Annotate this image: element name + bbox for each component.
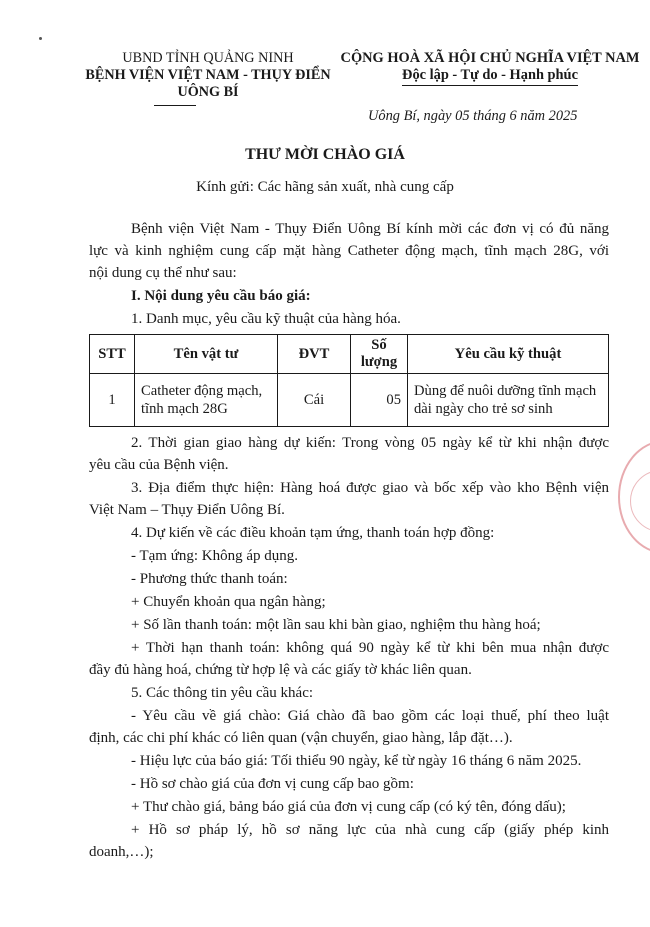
cell-req-line1: Dùng để nuôi dưỡng tĩnh mạch	[414, 383, 597, 399]
item-4-term-line-2: đầy đủ hàng hoá, chứng từ hợp lệ và các giấy tờ khác liên quan.	[89, 662, 472, 678]
item-1: 1. Danh mục, yêu cầu kỹ thuật của hàng hóa.	[131, 311, 401, 327]
issuer-name: BỆNH VIỆN VIỆT NAM - THỤY ĐIỂN	[85, 67, 331, 83]
col-qty-line2: lượng	[360, 354, 398, 370]
item-5-legal-line-2: doanh,…);	[89, 844, 154, 860]
document-title: THƯ MỜI CHÀO GIÁ	[245, 146, 405, 163]
cell-name	[135, 374, 278, 427]
table-header-row	[90, 335, 609, 374]
item-2-line-1: 2. Thời gian giao hàng dự kiến: Trong vòng 05 ngày kể từ khi nhận được	[131, 435, 609, 451]
item-4: 4. Dự kiến về các điều khoản tạm ứng, thanh toán hợp đồng:	[131, 525, 495, 541]
item-4-method: - Phương thức thanh toán:	[131, 571, 288, 587]
country-name: CỘNG HOÀ XÃ HỘI CHỦ NGHĨA VIỆT NAM	[340, 50, 640, 66]
col-name: Tên vật tư	[135, 335, 278, 374]
issuer-block	[78, 50, 338, 101]
intro-line-2: lực và kinh nghiệm cung cấp mặt hàng Catheter động mạch, tĩnh mạch 28G, với	[89, 243, 609, 259]
item-5-validity: - Hiệu lực của báo giá: Tối thiểu 90 ngày, kể từ ngày 16 tháng 6 năm 2025.	[131, 753, 582, 769]
item-5-quote-letter: + Thư chào giá, bảng báo giá của đơn vị cung cấp (có ký tên, đóng dấu);	[131, 799, 566, 815]
item-4-term-line-1: + Thời hạn thanh toán: không quá 90 ngày kể từ khi bên mua nhận được	[131, 640, 609, 656]
recipient-line: Kính gửi: Các hãng sản xuất, nhà cung cấp	[196, 179, 454, 195]
goods-table	[89, 334, 609, 427]
intro-line-1: Bệnh viện Việt Nam - Thụy Điển Uông Bí kính mời các đơn vị có đủ năng	[131, 221, 609, 237]
cell-qty: 05	[351, 374, 408, 427]
document-date: Uông Bí, ngày 05 tháng 6 năm 2025	[368, 108, 578, 124]
col-req: Yêu cầu kỹ thuật	[408, 335, 609, 374]
cell-stt: 1	[90, 374, 135, 427]
col-stt: STT	[90, 335, 135, 374]
item-4-advance: - Tạm ứng: Không áp dụng.	[131, 548, 298, 564]
section-heading: I. Nội dung yêu cầu báo giá:	[131, 288, 311, 304]
cell-name-line2: tĩnh mạch 28G	[141, 401, 228, 417]
national-motto: Độc lập - Tự do - Hạnh phúc	[402, 67, 578, 86]
col-unit: ĐVT	[278, 335, 351, 374]
item-3-line-2: Việt Nam – Thụy Điển Uông Bí.	[89, 502, 285, 518]
cell-req-line2: dài ngày cho trẻ sơ sinh	[414, 401, 553, 417]
scan-speck	[39, 37, 42, 40]
item-5-dossier: - Hồ sơ chào giá của đơn vị cung cấp bao gồm:	[131, 776, 414, 792]
item-5: 5. Các thông tin yêu cầu khác:	[131, 685, 314, 701]
national-heading	[340, 50, 640, 86]
item-4-transfer: + Chuyển khoản qua ngân hàng;	[131, 594, 326, 610]
table-row	[90, 374, 609, 427]
item-2-line-2: yêu cầu của Bệnh viện.	[89, 457, 229, 473]
cell-unit: Cái	[278, 374, 351, 427]
cell-name-line1: Catheter động mạch,	[141, 383, 263, 399]
item-5-price-line-2: định, các chi phí khác có liên quan (vận chuyển, giao hàng, lắp đặt…).	[89, 730, 513, 746]
item-4-installments: + Số lần thanh toán: một lần sau khi bàn giao, nghiệm thu hàng hoá;	[131, 617, 541, 633]
item-5-legal-line-1: + Hồ sơ pháp lý, hồ sơ năng lực của nhà cung cấp (giấy phép kinh	[131, 822, 609, 838]
col-qty	[351, 335, 408, 374]
col-qty-line1: Số	[371, 337, 387, 353]
issuer-parent: UBND TỈNH QUẢNG NINH	[122, 50, 294, 66]
item-5-price-line-1: - Yêu cầu về giá chào: Giá chào đã bao gồm các loại thuế, phí theo luật	[131, 708, 609, 724]
issuer-underline	[154, 105, 196, 106]
cell-req	[408, 374, 609, 427]
issuer-name-cont: UÔNG BÍ	[177, 84, 239, 100]
item-3-line-1: 3. Địa điểm thực hiện: Hàng hoá được giao và bốc xếp vào kho Bệnh viện	[131, 480, 609, 496]
intro-line-3: nội dung cụ thể như sau:	[89, 265, 237, 281]
